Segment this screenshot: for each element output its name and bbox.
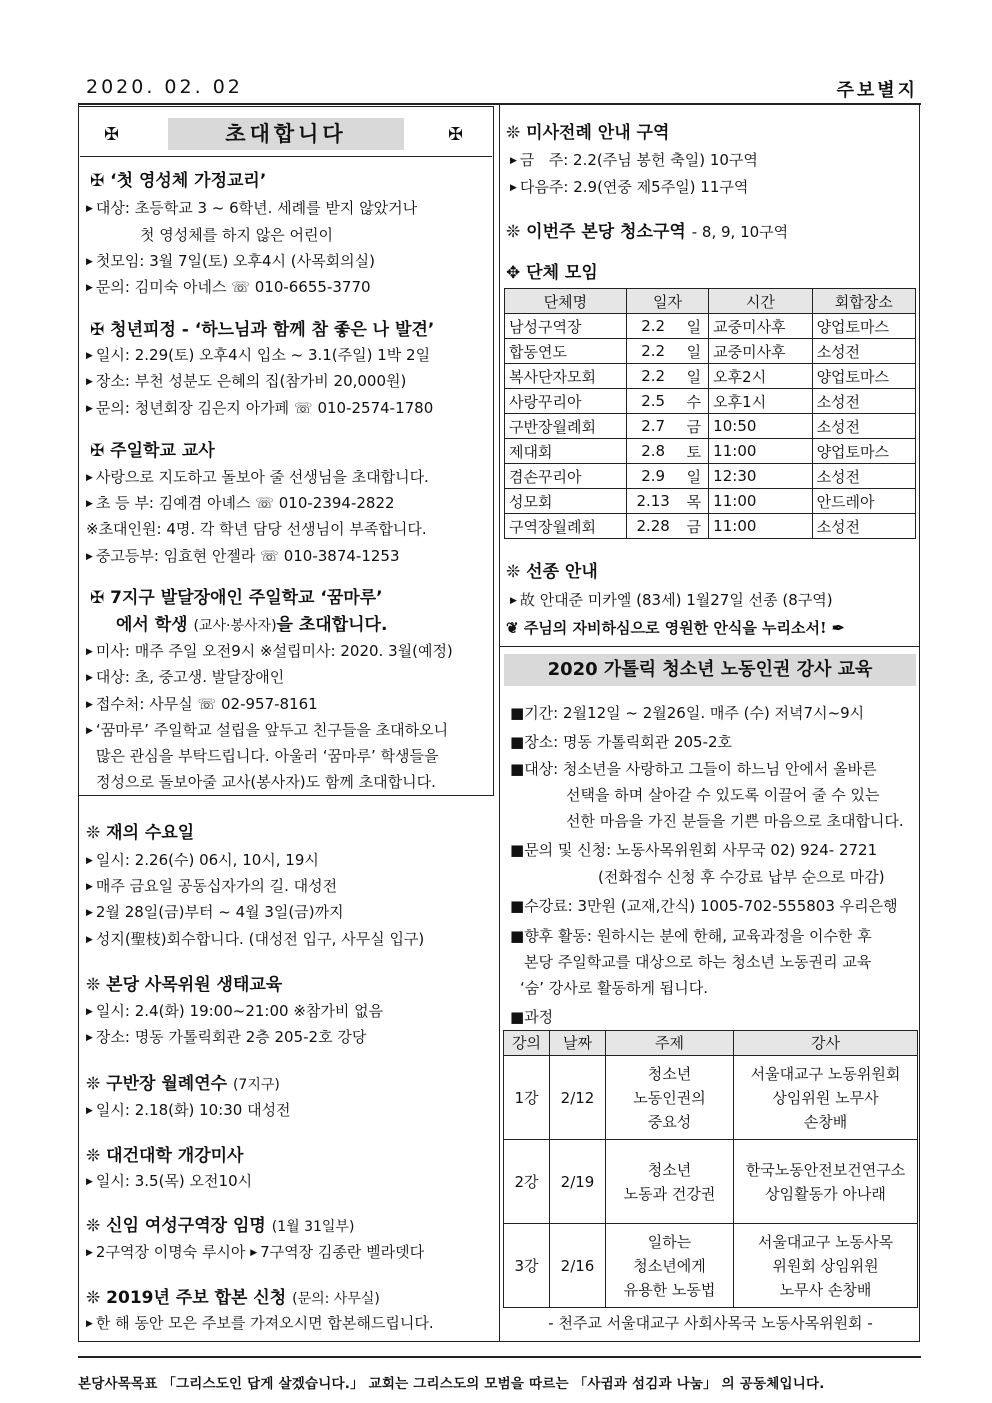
- table-cell: 11:00: [709, 489, 812, 514]
- cross-icon: ✠: [90, 441, 105, 461]
- list-item: ▶ 첫모임: 3월 7일(토) 오후4시 (사목회의실): [86, 252, 375, 270]
- table-row: [505, 339, 916, 364]
- table-cell: 소성전: [812, 414, 915, 439]
- table-cell: 양업토마스: [812, 364, 915, 389]
- snowflake-icon: ❊: [506, 562, 521, 582]
- square-bullet-icon: ■: [510, 1008, 525, 1026]
- cell-line: 노무사 손창배: [779, 1280, 872, 1299]
- square-bullet-icon: ■: [510, 897, 525, 915]
- table-cell: 소성전: [812, 464, 915, 489]
- cell-line: 청소년에게: [633, 1256, 706, 1275]
- list-item: ▶ 성지(聖枝)회수합니다. (대성전 입구, 사무실 입구): [86, 930, 425, 948]
- section-disability-school: ✠ 7지구 발달장애인 주일학교 ‘꿈마루’: [90, 588, 383, 608]
- bullet-icon: ▶: [86, 935, 93, 945]
- table-cell: 오후2시: [709, 364, 812, 389]
- snowflake-icon: ❊: [86, 1216, 101, 1236]
- list-item: ■과정: [510, 1008, 554, 1026]
- star-icon: ✥: [506, 263, 521, 283]
- table-cell: 10:50: [709, 414, 812, 439]
- square-bullet-icon: ■: [510, 760, 525, 778]
- section-cleaning-zone: ❊ 이번주 본당 청소구역 - 8, 9, 10구역: [506, 222, 789, 242]
- table-cell: 교중미사후: [709, 339, 812, 364]
- snowflake-icon: ❊: [86, 1074, 101, 1094]
- list-item: 선택을 하며 살아갈 수 있도록 이끌어 줄 수 있는: [566, 786, 880, 804]
- edu-title: 2020 가톨릭 청소년 노동인권 강사 교육: [504, 654, 916, 686]
- list-item: 정성으로 돌보아줄 교사(봉사자)도 함께 초대합니다.: [96, 773, 436, 791]
- section-new-leaders: ❊ 신임 여성구역장 임명 (1월 31일부): [86, 1216, 355, 1236]
- bullet-icon: ▶: [86, 882, 93, 892]
- cell-line: 서울대교구 노동사목: [757, 1232, 894, 1251]
- list-item: 선한 마음을 가진 분들을 기쁜 마음으로 초대합니다.: [566, 812, 904, 830]
- table-row: [505, 489, 916, 514]
- list-item: 많은 관심을 부탁드립니다. 아울러 ‘꿈마루’ 학생들을: [96, 747, 439, 765]
- list-item: ▶ 대상: 초등학교 3 ~ 6학년. 세례를 받지 않았거나: [86, 199, 418, 217]
- table-cell: 2/16: [550, 1224, 606, 1308]
- bulletin-date: 2020. 02. 02: [86, 76, 243, 98]
- table-cell: [734, 1224, 918, 1308]
- square-bullet-icon: ■: [510, 927, 525, 945]
- bullet-icon: ▶: [86, 1007, 93, 1017]
- snowflake-icon: ❊: [506, 222, 521, 242]
- list-item: ■기간: 2월12일 ~ 2월26일. 매주 (수) 저녁7시~9시: [510, 704, 865, 722]
- bullet-icon: ▶: [86, 1033, 93, 1043]
- bullet-icon: ▶: [86, 1319, 93, 1329]
- table-cell: 남성구역장: [505, 314, 627, 339]
- bullet-icon: ▶: [250, 1248, 258, 1258]
- list-item: ▶ 일시: 2.4(화) 19:00~21:00 ※참가비 없음: [86, 1002, 384, 1020]
- table-cell: [606, 1056, 734, 1140]
- snowflake-icon: ❊: [506, 123, 521, 143]
- square-bullet-icon: ■: [510, 704, 525, 722]
- table-row: [505, 464, 916, 489]
- table-cell: 11:00: [709, 514, 812, 539]
- square-bullet-icon: ■: [510, 733, 525, 751]
- table-cell: 구역장월례회: [505, 514, 627, 539]
- cross-icon: ✠: [90, 588, 105, 608]
- bullet-icon: ▶: [86, 856, 93, 866]
- list-item: ▶ 다음주: 2.9(연중 제5주일) 11구역: [510, 178, 749, 196]
- bulletin-title: 주보별지: [836, 80, 918, 101]
- list-item: ▶ 초 등 부: 김예겸 아녜스 ☏ 010-2394-2822: [86, 494, 395, 512]
- bullet-icon: ▶: [510, 156, 517, 166]
- table-cell: 복사단자모회: [505, 364, 627, 389]
- bullet-icon: ▶: [86, 404, 93, 414]
- list-item: 첫 영성체를 하지 않은 어린이: [140, 226, 333, 244]
- group-meetings-table: [504, 288, 916, 539]
- bullet-icon: ▶: [510, 596, 517, 606]
- table-cell: 오후1시: [709, 389, 812, 414]
- snowflake-icon: ❊: [86, 823, 101, 843]
- table-cell: 12:30: [709, 464, 812, 489]
- bullet-icon: ▶: [510, 183, 517, 193]
- table-cell: 2.2: [626, 364, 679, 389]
- bullet-icon: ▶: [86, 351, 93, 361]
- bullet-icon: ▶: [86, 673, 93, 683]
- list-item: ▶ 일시: 2.29(토) 오후4시 입소 ~ 3.1(주일) 1박 2일: [86, 346, 431, 364]
- table-header: 단체명: [505, 289, 627, 314]
- cell-line: 위원회 상임위원: [772, 1256, 879, 1275]
- table-cell: 2/19: [550, 1140, 606, 1224]
- table-cell: 양업토마스: [812, 439, 915, 464]
- list-item: ▶ ‘꿈마루’ 주일학교 설립을 앞두고 친구들을 초대하오니: [86, 721, 449, 739]
- section-disability-subtitle: 에서 학생 (교사·봉사자)을 초대합니다.: [116, 615, 388, 635]
- bullet-icon: ▶: [86, 726, 93, 736]
- cell-line: 일하는: [647, 1232, 692, 1251]
- prayer-line: ❦ 주님의 자비하심으로 영원한 안식을 누리소서! ✒: [506, 619, 845, 637]
- table-cell: 일: [679, 339, 708, 364]
- table-cell: 성모회: [505, 489, 627, 514]
- table-cell: 2.28: [626, 514, 679, 539]
- table-cell: [734, 1056, 918, 1140]
- column-divider: [499, 105, 500, 1342]
- table-header: 회합장소: [812, 289, 915, 314]
- table-cell: 교중미사후: [709, 314, 812, 339]
- table-row: [505, 314, 916, 339]
- table-cell: [734, 1140, 918, 1224]
- bullet-icon: ▶: [86, 1248, 93, 1258]
- list-item: ▶ 일시: 2.18(화) 10:30 대성전: [86, 1101, 291, 1119]
- table-cell: 금: [679, 514, 708, 539]
- footer-rule: [78, 1356, 921, 1358]
- table-cell: 소성전: [812, 514, 915, 539]
- bullet-icon: ▶: [86, 473, 93, 483]
- table-header: 주제: [606, 1031, 734, 1056]
- table-row: [505, 364, 916, 389]
- section-eco-education: ❊ 본당 사목위원 생태교육: [86, 975, 283, 995]
- footer-motto: 본당사목목표 「그리스도인 답게 살겠습니다.」 교회는 그리스도의 모범을 따르는 「사귐과 섬김과 나눔」 의 공동체입니다.: [78, 1376, 825, 1392]
- table-header: 시간: [709, 289, 812, 314]
- table-cell: 1강: [504, 1056, 550, 1140]
- list-item: ▶ 2월 28일(금)부터 ~ 4월 3일(금)까지: [86, 903, 344, 921]
- bullet-icon: ▶: [86, 1106, 93, 1116]
- table-cell: 일: [679, 464, 708, 489]
- section-sunday-school: ✠ 주일학교 교사: [90, 441, 215, 461]
- list-item: ■수강료: 3만원 (교재,간식) 1005-702-555803 우리은행: [510, 897, 898, 915]
- list-item: ■문의 및 신청: 노동사목위원회 사무국 02) 924- 2721: [510, 841, 878, 859]
- org-credit: - 천주교 서울대교구 사회사목국 노동사목위원회 -: [548, 1314, 873, 1332]
- table-cell: 2강: [504, 1140, 550, 1224]
- table-cell: 목: [679, 489, 708, 514]
- table-header: 일자: [626, 289, 708, 314]
- square-bullet-icon: ■: [510, 841, 525, 859]
- table-cell: 2.7: [626, 414, 679, 439]
- table-cell: 합동연도: [505, 339, 627, 364]
- section-youth-retreat: ✠ 청년피정 - ‘하느님과 함께 참 좋은 나 발견’: [90, 320, 435, 340]
- list-item: ▶ 사랑으로 지도하고 돌보아 줄 선생님을 초대합니다.: [86, 468, 429, 486]
- table-cell: 2.13: [626, 489, 679, 514]
- table-cell: 금: [679, 414, 708, 439]
- table-cell: [606, 1224, 734, 1308]
- table-cell: 11:00: [709, 439, 812, 464]
- list-item: ▶ 중고등부: 임효현 안젤라 ☏ 010-3874-1253: [86, 547, 400, 565]
- snowflake-icon: ❊: [86, 975, 101, 995]
- table-row: [505, 389, 916, 414]
- table-header: 강의: [504, 1031, 550, 1056]
- bullet-icon: ▶: [86, 1177, 93, 1187]
- table-cell: 2.2: [626, 314, 679, 339]
- table-header: 날짜: [550, 1031, 606, 1056]
- table-cell: 2.8: [626, 439, 679, 464]
- list-item: ※초대인원: 4명. 각 학년 담당 선생님이 부족합니다.: [86, 520, 427, 538]
- list-item: ‘숨’ 강사로 활동하게 됩니다.: [520, 979, 708, 997]
- list-item: ▶ 문의: 청년회장 김은지 아가페 ☏ 010-2574-1780: [86, 399, 434, 417]
- list-item: ■대상: 청소년을 사랑하고 그들이 하느님 안에서 올바른: [510, 760, 877, 778]
- table-cell: 2.5: [626, 389, 679, 414]
- cell-line: 상임위원 노무사: [772, 1088, 879, 1107]
- cell-line: 중요성: [647, 1112, 692, 1131]
- bullet-icon: ▶: [86, 700, 93, 710]
- list-item: 본당 주일학교를 대상으로 하는 청소년 노동권리 교육: [524, 953, 872, 971]
- table-cell: 사랑꾸리아: [505, 389, 627, 414]
- bullet-icon: ▶: [86, 204, 93, 214]
- cell-line: 유용한 노동법: [623, 1280, 716, 1299]
- list-item: ▶ 일시: 2.26(수) 06시, 10시, 19시: [86, 851, 319, 869]
- cell-line: 노동인권의: [633, 1088, 706, 1107]
- table-cell: 양업토마스: [812, 314, 915, 339]
- bullet-icon: ▶: [86, 257, 93, 267]
- section-first-communion: ✠ ‘첫 영성체 가정교리’: [90, 171, 267, 191]
- section-mass-liturgy: ❊ 미사전례 안내 구역: [506, 123, 670, 143]
- table-cell: 소성전: [812, 389, 915, 414]
- table-cell: [606, 1140, 734, 1224]
- quill-icon: ✒: [831, 619, 845, 637]
- table-row: [505, 514, 916, 539]
- edu-top-rule: [499, 646, 920, 647]
- table-cell: 소성전: [812, 339, 915, 364]
- list-item: ▶ 미사: 매주 주일 오전9시 ※설립미사: 2020. 3월(예정): [86, 642, 453, 660]
- bullet-icon: ▶: [86, 908, 93, 918]
- list-item: ▶ 일시: 3.5(목) 오전10시: [86, 1172, 253, 1190]
- table-row: [504, 1056, 918, 1140]
- table-cell: 3강: [504, 1224, 550, 1308]
- table-cell: 2.9: [626, 464, 679, 489]
- cross-icon: ✠: [448, 124, 464, 145]
- table-cell: 토: [679, 439, 708, 464]
- cell-line: 노동과 건강권: [623, 1184, 716, 1203]
- cell-line: 서울대교구 노동위원회: [750, 1064, 901, 1083]
- cell-line: 청소년: [647, 1160, 692, 1179]
- table-cell: 제대회: [505, 439, 627, 464]
- table-header: 강사: [734, 1031, 918, 1056]
- cell-line: 한국노동안전보건연구소: [745, 1160, 906, 1179]
- list-item: ▶ 한 해 동안 모은 주보를 가져오시면 합본해드립니다.: [86, 1314, 434, 1332]
- list-item: ▶ 장소: 명동 가톨릭회관 2층 205-2호 강당: [86, 1028, 367, 1046]
- bullet-icon: ▶: [86, 377, 93, 387]
- snowflake-icon: ❊: [86, 1146, 101, 1166]
- course-table: [503, 1030, 918, 1308]
- section-bulletin-binding: ❊ 2019년 주보 합본 신청 (문의: 사무실): [86, 1288, 380, 1308]
- list-item: ■향후 활동: 원하시는 분에 한해, 교육과정을 이수한 후: [510, 927, 872, 945]
- bullet-icon: ▶: [86, 283, 93, 293]
- table-cell: 구반장월례회: [505, 414, 627, 439]
- list-item: ▶ 대상: 초, 중고생. 발달장애인: [86, 668, 285, 686]
- cell-line: 손창배: [803, 1112, 848, 1131]
- section-death-notice: ❊ 선종 안내: [506, 562, 598, 582]
- list-item: ▶ 故 안대준 미카엘 (83세) 1월27일 선종 (8구역): [510, 591, 833, 609]
- bullet-icon: ▶: [86, 499, 93, 509]
- table-cell: 수: [679, 389, 708, 414]
- cell-line: 청소년: [647, 1064, 692, 1083]
- list-item: ▶ 2구역장 이명숙 루시아 ▶ 7구역장 김종란 벨라뎃다: [86, 1243, 425, 1261]
- table-row: [505, 414, 916, 439]
- table-cell: 일: [679, 364, 708, 389]
- section-group-meetings: ✥ 단체 모임: [506, 263, 598, 283]
- list-item: ▶ 금 주: 2.2(주님 봉헌 축일) 10구역: [510, 151, 758, 169]
- list-item: (전화접수 신청 후 수강료 납부 순으로 마감): [598, 868, 885, 886]
- table-row: [505, 439, 916, 464]
- table-row: [504, 1140, 918, 1224]
- invite-title: 초대합니다: [168, 118, 404, 150]
- table-cell: 겸손꾸리아: [505, 464, 627, 489]
- cross-icon: ✠: [104, 124, 120, 145]
- section-daegun-college: ❊ 대건대학 개강미사: [86, 1146, 244, 1166]
- table-cell: 2/12: [550, 1056, 606, 1140]
- bullet-icon: ▶: [86, 647, 93, 657]
- list-item: ■장소: 명동 가톨릭회관 205-2호: [510, 733, 733, 751]
- section-monthly-training: ❊ 구반장 월례연수 (7지구): [86, 1074, 280, 1094]
- list-item: ▶ 문의: 김미숙 아네스 ☏ 010-6655-3770: [86, 278, 371, 296]
- cross-icon: ✠: [90, 171, 105, 191]
- table-cell: 2.2: [626, 339, 679, 364]
- section-ash-wednesday: ❊ 재의 수요일: [86, 823, 195, 843]
- table-row: [504, 1224, 918, 1308]
- list-item: ▶ 장소: 부천 성분도 은혜의 집(참가비 20,000원): [86, 372, 407, 390]
- table-cell: 안드레아: [812, 489, 915, 514]
- table-cell: 일: [679, 314, 708, 339]
- cross-icon: ✠: [90, 320, 105, 340]
- bullet-icon: ▶: [86, 552, 93, 562]
- cell-line: 상임활동가 아나래: [765, 1184, 886, 1203]
- ribbon-icon: ❦: [506, 619, 519, 637]
- snowflake-icon: ❊: [86, 1288, 101, 1308]
- list-item: ▶ 접수처: 사무실 ☏ 02-957-8161: [86, 695, 318, 713]
- list-item: ▶ 매주 금요일 공동십자가의 길. 대성전: [86, 877, 338, 895]
